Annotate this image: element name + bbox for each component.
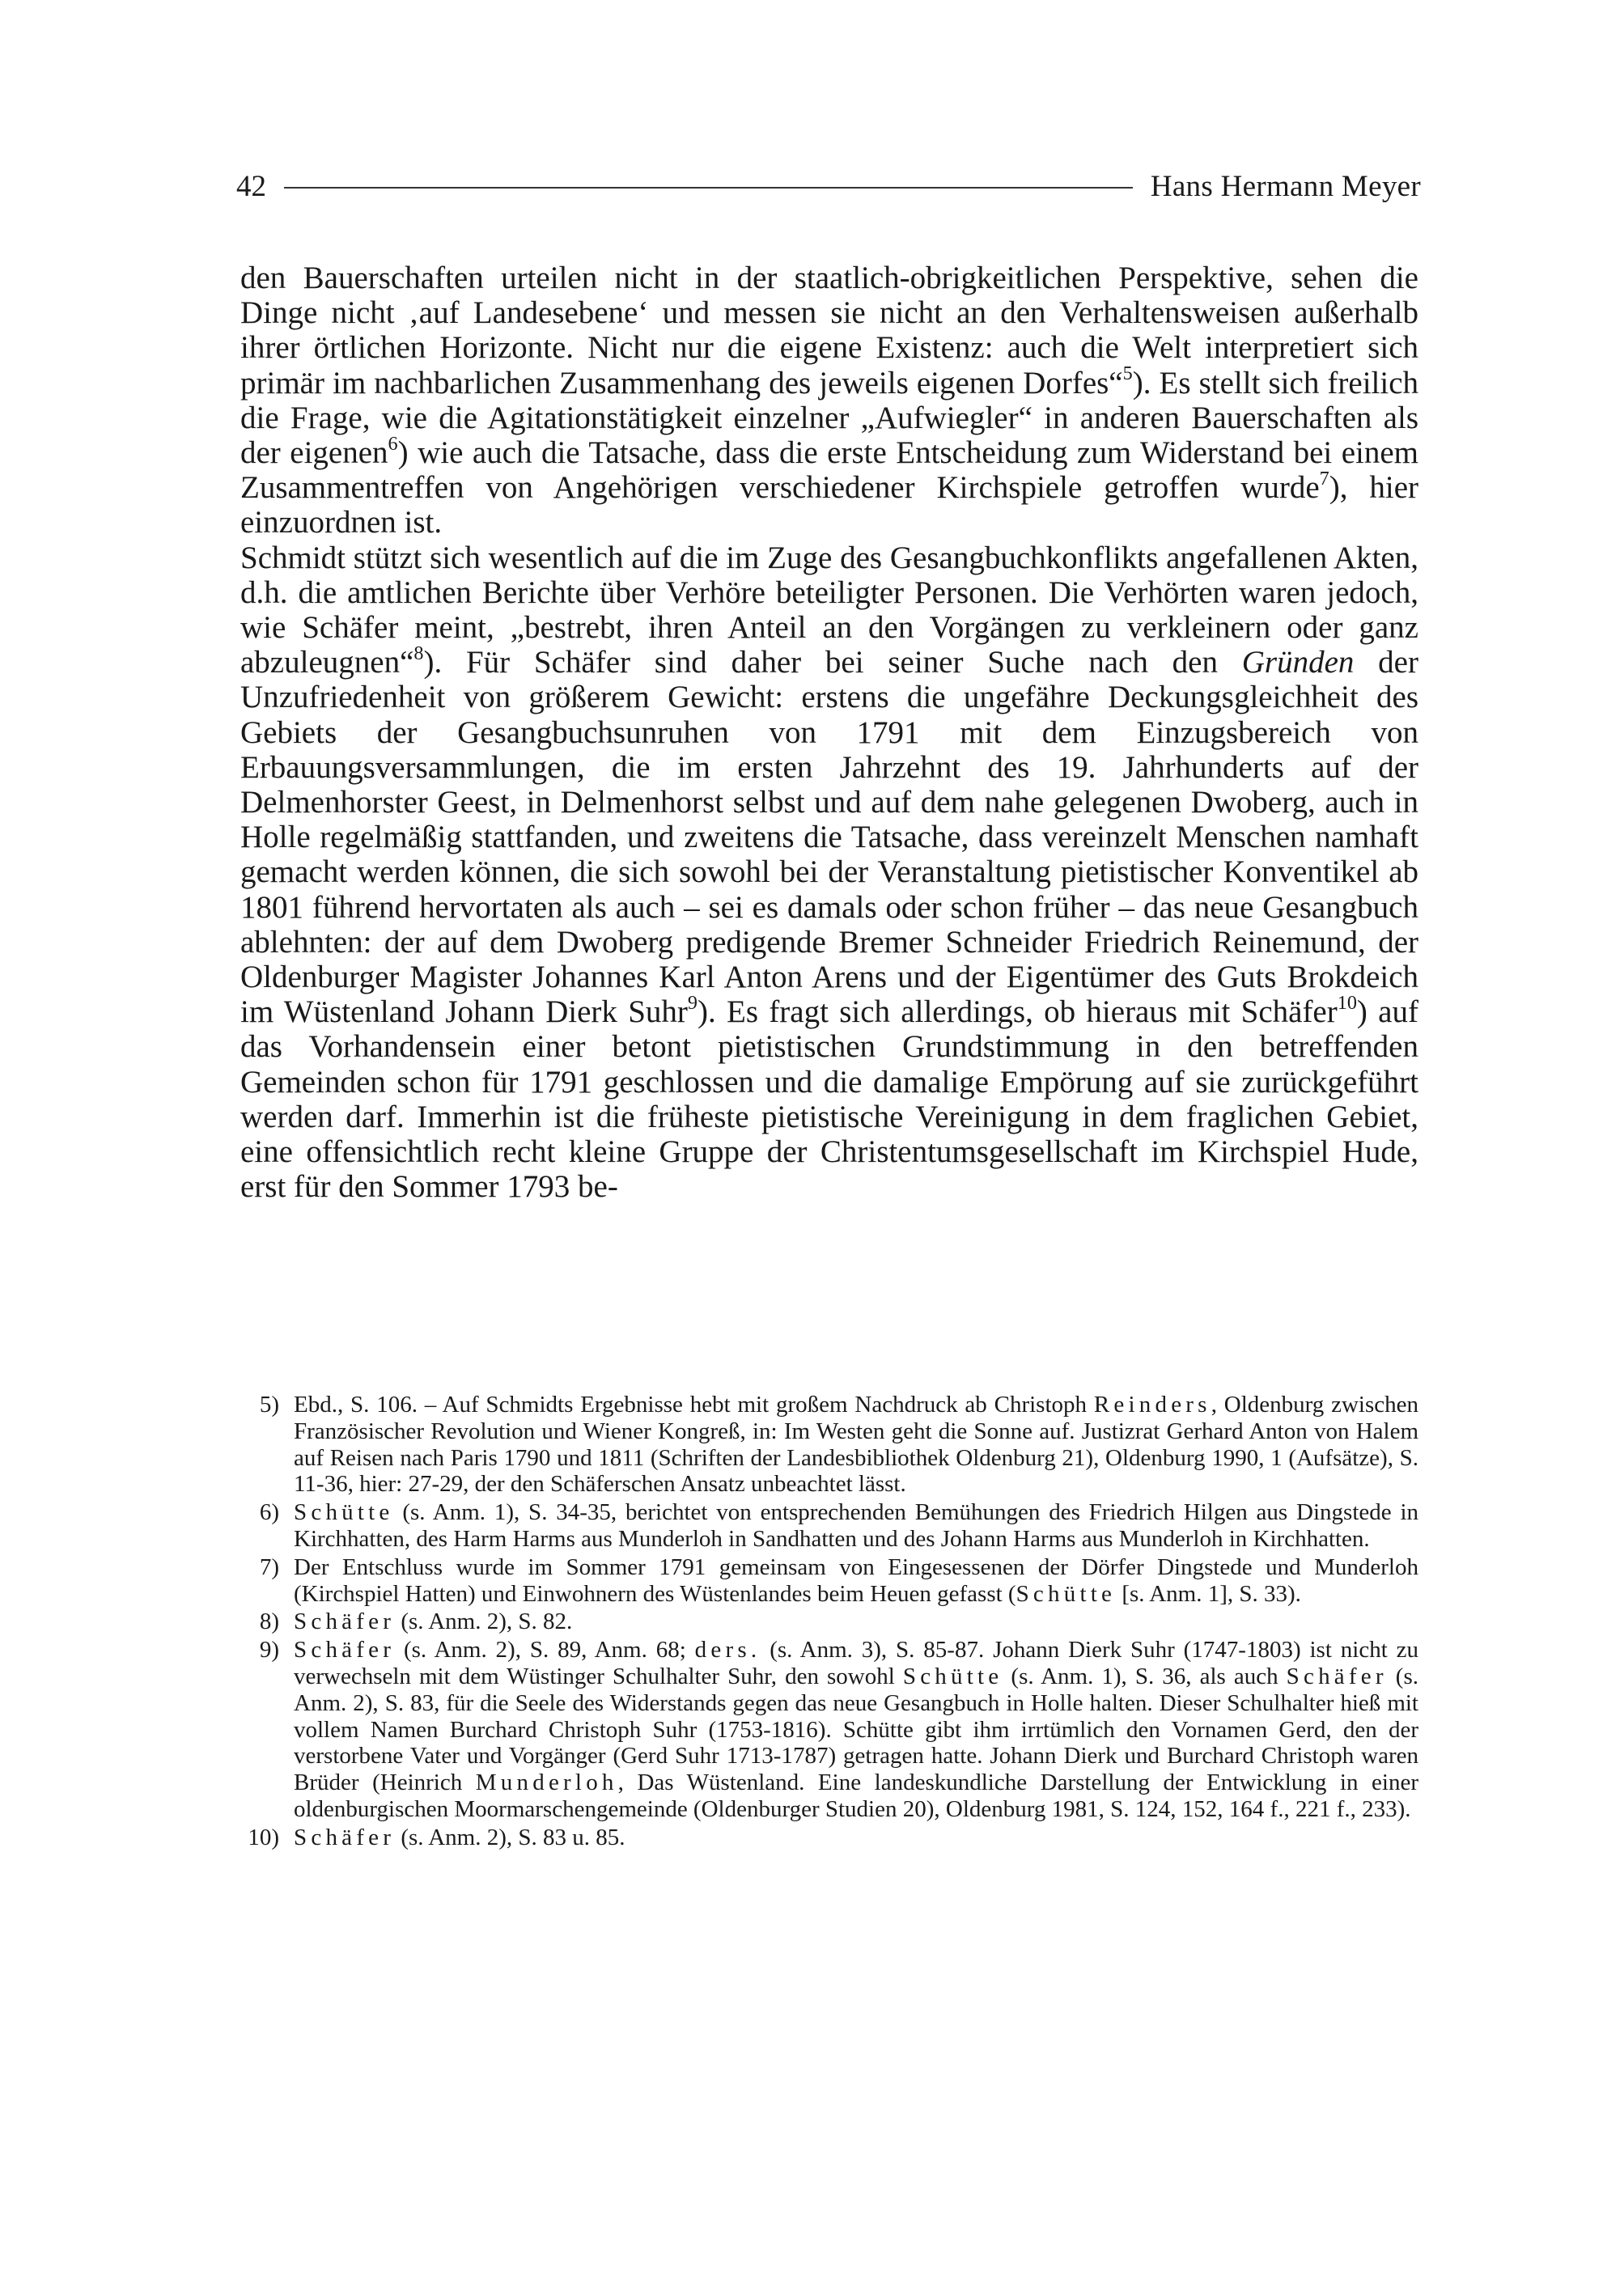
footnote-number: 6) (259, 1499, 279, 1526)
footnote-5 (240, 1392, 1418, 1498)
text-run: [s. Anm. 1], S. 33). (1116, 1580, 1301, 1607)
text-run: (s. Anm. 2), S. 89, Anm. 68; (395, 1637, 695, 1664)
footnote-7 (240, 1554, 1418, 1608)
footnote-10 (240, 1825, 1418, 1851)
footnote-number: 7) (259, 1553, 279, 1580)
text-run: (s. Anm. 2), S. 83 u. 85. (395, 1824, 625, 1850)
author-name: Munderloh (475, 1770, 618, 1796)
text-run: (s. Anm. 1), S. 34-35, berichtet von entsprechenden Bemühungen des Friedrich Hilgen aus Dingstede in Kirchhatten, des Harm Harms aus Munderloh in Sandhatten und des Johann Harms aus Munderloh in Kirchhatten. (294, 1499, 1418, 1552)
footnote-text (294, 1608, 1418, 1635)
author-name: Schäfer (294, 1608, 396, 1635)
footnote-ref-5: 5 (1122, 362, 1133, 385)
header-rule (284, 187, 1133, 189)
author-name: Schütte (1016, 1580, 1117, 1607)
text-run: , Oldenburg zwischen Französischer Revolution und Wiener Kongreß, in: Im Westen geht die Sonne auf. Justizrat Gerhard Anton von Halem auf Reisen nach Paris 1790 und 1811 (Schriften der Landesbibliothek Oldenburg 21), Oldenburg 1990, 1 (Aufsätze), S. 11-36, hier: 27-29, der den Schäferschen Ansatz unbeachtet lässt. (294, 1392, 1418, 1498)
paragraph-2 (240, 540, 1418, 1205)
footnote-number: 5) (259, 1392, 279, 1418)
text-run: , Das Wüstenland. Eine landeskundliche Darstellung der Entwicklung in einer oldenburgischen Moormarschengemeinde (Oldenburger Studien 20), Oldenburg 1981, S. 124, 152, 164 f., 221 f., 233). (294, 1770, 1418, 1822)
footnote-ref-6: 6 (388, 432, 398, 455)
text-run: (s. Anm. 2), S. 83, für die Seele des Widerstands gegen das neue Gesangbuch in Holle halten. Dieser Schulhalter hieß mit vollem Namen Burchard Christoph Suhr (1753-1816). Schütte gibt ihm irrtümlich den Vornamen Gerd, den der verstorbene Vater und Vorgänger (Gerd Suhr 1713-1787) getragen hatte. Johann Dierk und Burchard Christoph waren Brüder (Heinrich (294, 1663, 1418, 1796)
footnote-9 (240, 1637, 1418, 1823)
text-run: ) auf das Vorhandensein einer betont pietistischen Grundstimmung in den betreffenden Gemeinden schon für 1791 geschlossen und die damalige Empörung auf sie zurückgeführt werden darf. Immerhin ist die früheste pietistische Vereinigung in dem fraglichen Gebiet, eine offensichtlich recht kleine Gruppe der Christentumsgesellschaft im Kirchspiel Hude, erst für den Sommer 1793 be- (240, 994, 1418, 1205)
footnote-text (294, 1392, 1418, 1498)
footnote-text (294, 1637, 1418, 1823)
text-run: Ebd., S. 106. – Auf Schmidts Ergebnisse hebt mit großem Nachdruck ab Christoph (294, 1392, 1094, 1418)
author-name: Schütte (902, 1663, 1003, 1689)
running-header (236, 162, 1421, 210)
text-run: ). Für Schäfer sind daher bei seiner Suche nach den (423, 645, 1242, 680)
running-head-author: Hans Hermann Meyer (1150, 169, 1421, 203)
footnote-ref-9: 9 (687, 991, 698, 1014)
page-number: 42 (236, 169, 266, 203)
footnote-ref-7: 7 (1319, 467, 1329, 490)
author-name: Schäfer (1286, 1663, 1388, 1689)
footnote-text (294, 1554, 1418, 1608)
text-run: ). Es stellt sich freilich die Frage, wie die Agitationstätigkeit einzelner „Aufwiegler“ in anderen Bauerschaften als der eigenen (240, 365, 1419, 471)
footnote-number: 10) (248, 1824, 279, 1850)
emphasis-gruenden: Gründen (1241, 645, 1355, 680)
text-run: (s. Anm. 2), S. 82. (395, 1608, 573, 1635)
footnote-number: 8) (259, 1608, 279, 1635)
text-run: ). Es fragt sich allerdings, ob hieraus mit Schäfer (697, 994, 1338, 1030)
footnote-number: 9) (259, 1637, 279, 1664)
text-run: der Unzufriedenheit von größerem Gewicht: erstens die ungefähre Deckungsgleichheit des Gebiets der Gesangbuchsunruhen von 1791 mit dem Einzugsbereich von Erbauungsversammlungen, die im ersten Jahrzehnt des 19. Jahrhunderts auf der Delmenhorster Geest, in Delmenhorst selbst und auf dem nahe gelegenen Dwoberg, auch in Holle regelmäßig stattfanden, und zweitens die Tatsache, dass vereinzelt Menschen namhaft gemacht werden können, die sich sowohl bei der Veranstaltung pietistischer Konventikel ab 1801 führend hervortaten als auch – sei es damals oder schon früher – das neue Gesangbuch ablehnten: der auf dem Dwoberg predigende Bremer Schneider Friedrich Reinemund, der Oldenburger Magister Johannes Karl Anton Arens und der Eigentümer des Guts Brokdeich im Wüstenland Johann Dierk Suhr (240, 645, 1418, 1030)
footnotes (240, 1392, 1418, 1853)
author-name: Schäfer (294, 1824, 396, 1850)
body-text (240, 261, 1418, 1204)
text-run: Schmidt stützt sich wesentlich auf die im Zuge des Gesangbuchkonflikts angefallenen Akten, d.h. die amtlichen Berichte über Verhöre beteiligter Personen. Die Verhörten waren jedoch, wie Schäfer meint, „bestrebt, ihren Anteil an den Vorgängen zu verkleinern oder ganz abzuleugnen“ (240, 540, 1418, 680)
footnote-6 (240, 1499, 1418, 1553)
author-name: Schütte (294, 1499, 394, 1526)
footnote-ref-8: 8 (413, 642, 424, 664)
author-name: Reinders (1093, 1392, 1211, 1418)
footnote-ref-10: 10 (1337, 991, 1357, 1014)
text-run: (s. Anm. 3), S. 85-87. Johann Dierk Suhr (1747-1803) ist nicht zu verwechseln mit dem Wüstinger Schulhalter Suhr, den sowohl (294, 1637, 1418, 1689)
author-name: ders. (694, 1637, 761, 1664)
text-run: ) wie auch die Tatsache, dass die erste Entscheidung zum Widerstand bei einem Zusammentreffen von Angehörigen verschiedener Kirchspiele getroffen wurde (240, 435, 1418, 506)
text-run: Der Entschluss wurde im Sommer 1791 gemeinsam von Eingesessenen der Dörfer Dingstede und Munderloh (Kirchspiel Hatten) und Einwohnern des Wüstenlandes beim Heuen gefasst ( (294, 1553, 1418, 1607)
text-run: ), hier einzuordnen ist. (240, 470, 1419, 540)
footnote-8 (240, 1608, 1418, 1635)
author-name: Schäfer (294, 1637, 396, 1664)
footnote-text (294, 1499, 1418, 1553)
footnote-text (294, 1825, 1418, 1851)
text-run: den Bauerschaften urteilen nicht in der staatlich-obrigkeitlichen Perspektive, sehen die Dinge nicht ‚auf Landesebene‘ und messen sie nicht an den Verhaltensweisen außerhalb ihrer örtlichen Horizonte. Nicht nur die eigene Existenz: auch die Welt interpretiert sich primär im nachbarlichen Zusammenhang des jeweils eigenen Dorfes“ (240, 261, 1418, 401)
paragraph-1 (240, 261, 1418, 540)
text-run: (s. Anm. 1), S. 36, als auch (1003, 1663, 1287, 1689)
